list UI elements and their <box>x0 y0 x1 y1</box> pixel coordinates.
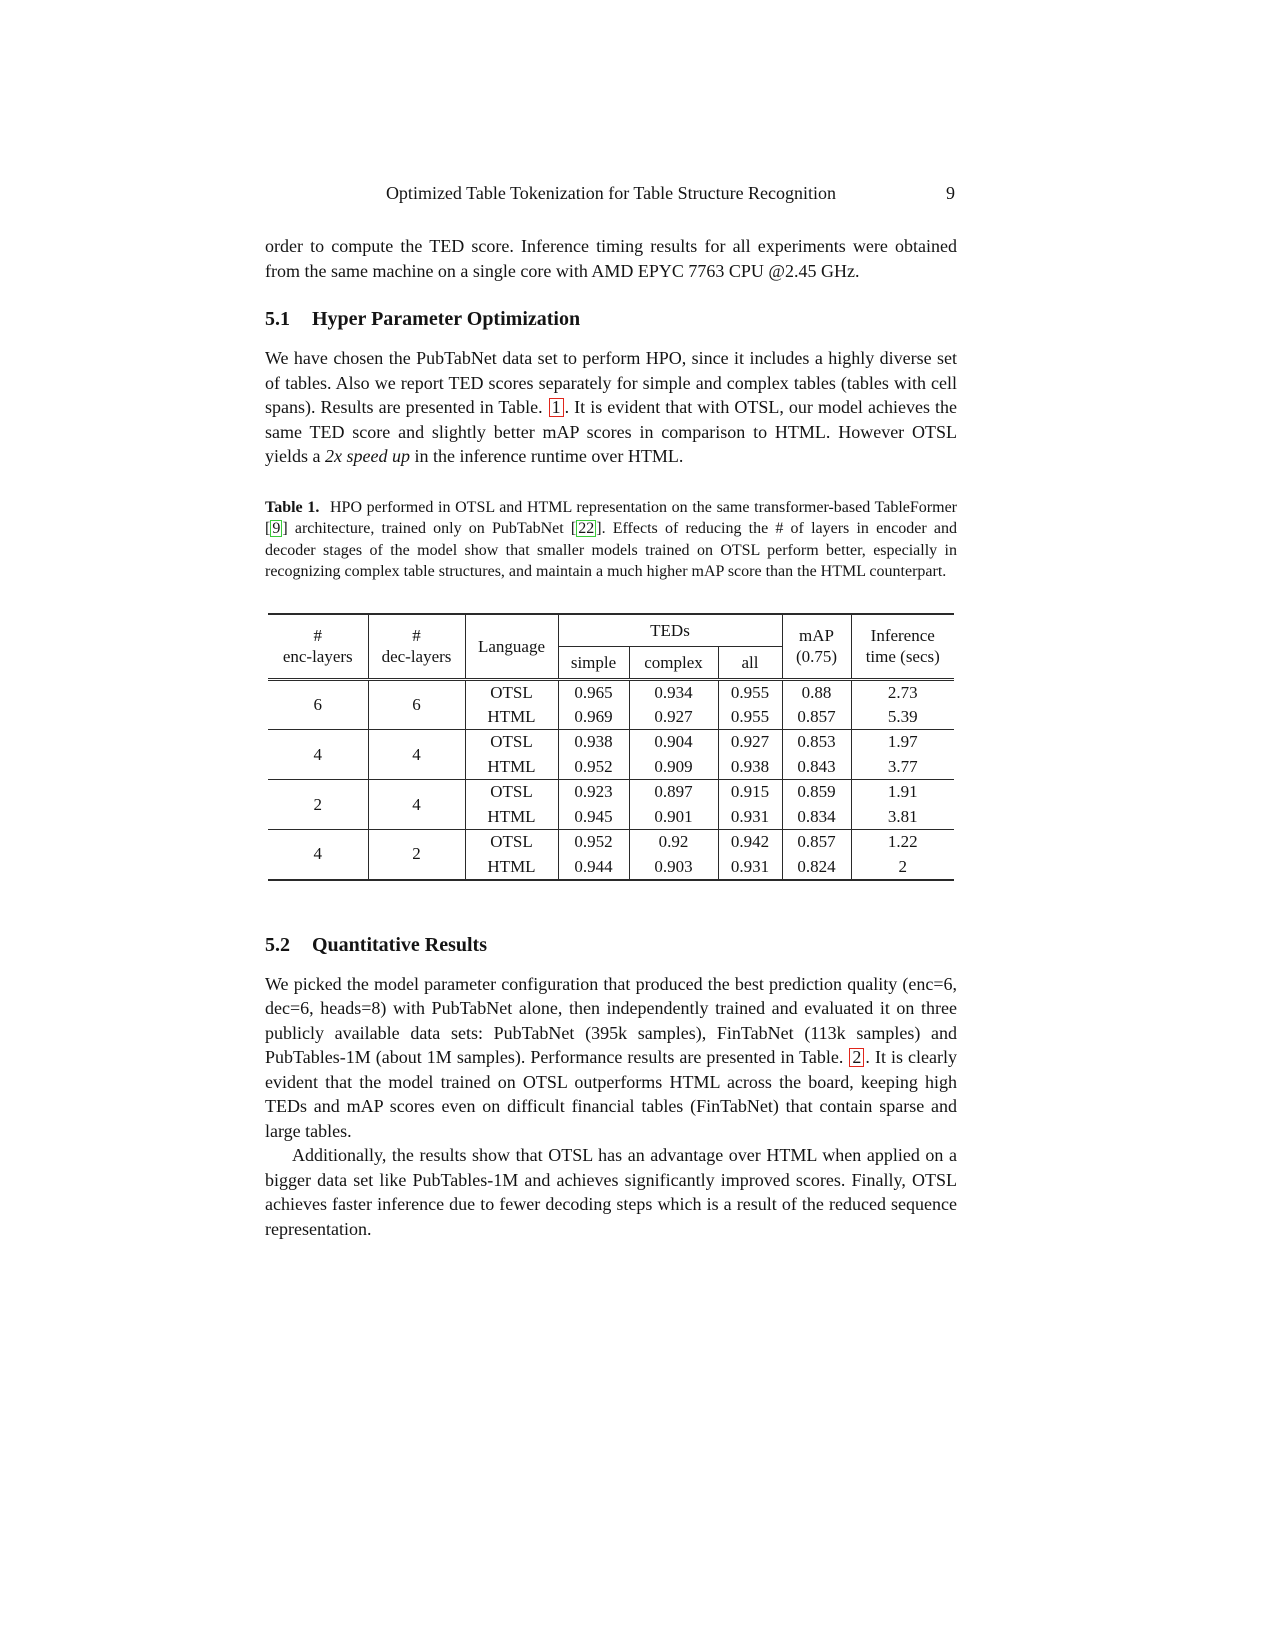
section-heading-5-2 <box>265 934 957 957</box>
caption-text: HPO performed in OTSL and HTML representation on the same transformer-based TableFormer <box>325 498 957 516</box>
language-value: HTML <box>465 805 558 830</box>
table-row <box>268 830 954 855</box>
inference-time-value: 5.39 <box>851 705 954 730</box>
teds-simple-value: 0.938 <box>558 730 629 755</box>
header-text: # <box>412 626 421 645</box>
teds-complex-value: 0.903 <box>629 855 718 880</box>
map-value: 0.824 <box>782 855 851 880</box>
section-5-2-paragraph-1 <box>265 972 957 1144</box>
language-value: OTSL <box>465 679 558 705</box>
teds-all-value: 0.927 <box>718 730 782 755</box>
paragraph-text: We have chosen the PubTabNet data set to perform HPO, since it includes a highly diverse set of tables. Also we report TED scores separately for simple and complex tables (tables with cell spans). Results are presented in Table. <box>265 348 957 417</box>
teds-all-value: 0.955 <box>718 679 782 705</box>
citation-9-link[interactable]: 9 <box>272 520 281 537</box>
column-header-simple: simple <box>558 646 629 679</box>
teds-all-value: 0.942 <box>718 830 782 855</box>
map-value: 0.859 <box>782 780 851 805</box>
table-row <box>268 679 954 705</box>
header-text: mAP <box>799 626 834 645</box>
header-text: (0.75) <box>795 647 838 666</box>
running-title: Optimized Table Tokenization for Table Structure Recognition <box>385 183 837 203</box>
header-text: dec-layers <box>381 647 452 666</box>
map-value: 0.853 <box>782 730 851 755</box>
map-value: 0.834 <box>782 805 851 830</box>
dec-layers-value: 2 <box>368 830 465 880</box>
inference-time-value: 3.77 <box>851 755 954 780</box>
teds-all-value: 0.938 <box>718 755 782 780</box>
section-heading-5-1 <box>265 308 957 331</box>
caption-text: ] <box>282 520 288 537</box>
inference-time-value: 1.97 <box>887 732 918 752</box>
map-value: 0.843 <box>782 755 851 780</box>
teds-simple-value: 0.969 <box>558 705 629 730</box>
dec-layers-value: 6 <box>368 679 465 730</box>
paragraph-text: We picked the model parameter configuration that produced the best prediction quality (enc=6, dec=6, heads=8) with PubTabNet alone, then independently trained and evaluated it on three publicly available data sets: PubTabNet (395k samples), FinTabNet (113k samples) and PubTables-1M (about 1M samples). Performance results are presented in Table. <box>265 973 957 1067</box>
inference-time-value: 2 <box>898 856 907 876</box>
column-header-language: Language <box>465 614 558 680</box>
map-value: 0.857 <box>782 705 851 730</box>
teds-complex-value: 0.904 <box>629 730 718 755</box>
enc-layers-value: 4 <box>268 830 368 880</box>
section-title: Hyper Parameter Optimization <box>312 308 581 330</box>
language-value: HTML <box>465 855 558 880</box>
column-header-teds: TEDs <box>558 614 782 647</box>
table-header-row <box>268 614 954 647</box>
teds-all-value: 0.931 <box>718 855 782 880</box>
caption-text: ] <box>596 520 602 537</box>
header-text: time (secs) <box>865 647 940 666</box>
map-value: 0.88 <box>782 679 851 705</box>
results-table-container <box>265 613 957 881</box>
language-value: OTSL <box>465 830 558 855</box>
column-header-map <box>782 614 851 680</box>
teds-complex-value: 0.897 <box>629 780 718 805</box>
teds-complex-value: 0.934 <box>629 679 718 705</box>
paragraph-text: . It is evident that with OTSL, our model achieves the same TED score and slightly better mAP scores in comparison to HTML. However OTSL yields a <box>265 397 957 466</box>
citation-22-link[interactable]: 22 <box>578 520 595 537</box>
paragraph-text: . It is clearly evident that the model trained on OTSL outperforms HTML across the board, keeping high TEDs and mAP scores even on difficult financial tables (FinTabNet) that contain sparse and large tables. <box>265 1047 957 1141</box>
caption-text: [ <box>570 520 577 537</box>
header-text: # <box>313 626 322 645</box>
table-row <box>268 780 954 805</box>
teds-simple-value: 0.944 <box>558 855 629 880</box>
table-row <box>268 730 954 755</box>
header-text: enc-layers <box>282 647 353 666</box>
dec-layers-value: 4 <box>368 780 465 830</box>
enc-layers-value: 4 <box>268 730 368 780</box>
page-number: 9 <box>946 183 955 203</box>
column-header-complex: complex <box>629 646 718 679</box>
language-value: OTSL <box>465 780 558 805</box>
section-5-1-paragraph <box>265 346 957 469</box>
language-value: OTSL <box>465 730 558 755</box>
caption-text: . Effects of reducing the # of layers in encoder and decoder stages of the model show that smaller models trained on OTSL perform better, especially in recognizing complex table structures, and maintain a much higher mAP score than the HTML counterpart. <box>265 520 958 580</box>
table-1-reference-link[interactable]: 1 <box>549 398 564 417</box>
teds-simple-value: 0.965 <box>558 679 629 705</box>
table-2-reference-link[interactable]: 2 <box>849 1048 864 1067</box>
teds-all-value: 0.955 <box>718 705 782 730</box>
enc-layers-value: 2 <box>268 780 368 830</box>
teds-all-value: 0.915 <box>718 780 782 805</box>
emphasized-text: 2x speed up <box>325 446 410 466</box>
inference-time-value: 1.91 <box>887 782 918 802</box>
language-value: HTML <box>465 705 558 730</box>
caption-label: Table 1. <box>265 498 320 516</box>
teds-complex-value: 0.909 <box>629 755 718 780</box>
enc-layers-value: 6 <box>268 679 368 730</box>
inference-time-value: 3.81 <box>851 805 954 830</box>
teds-simple-value: 0.923 <box>558 780 629 805</box>
teds-all-value: 0.931 <box>718 805 782 830</box>
map-value: 0.857 <box>782 830 851 855</box>
table-1-caption <box>265 497 957 583</box>
teds-complex-value: 0.92 <box>629 830 718 855</box>
column-header-all: all <box>718 646 782 679</box>
language-value: HTML <box>465 755 558 780</box>
column-header-enc-layers <box>268 614 368 680</box>
teds-complex-value: 0.901 <box>629 805 718 830</box>
caption-text: [ <box>265 520 271 537</box>
teds-simple-value: 0.952 <box>558 830 629 855</box>
section-5-2-paragraph-2: Additionally, the results show that OTSL has an advantage over HTML when applied on a bigger data set like PubTables-1M and achieves significantly improved scores. Finally, OTSL achieves faster inference due to fewer decoding steps which is a result of the reduced sequence representation. <box>265 1145 957 1239</box>
teds-simple-value: 0.945 <box>558 805 629 830</box>
column-header-inference-time <box>851 614 954 680</box>
section-title: Quantitative Results <box>312 933 487 956</box>
paragraph-text: in the inference runtime over HTML. <box>409 446 684 466</box>
section-number: 5.1 <box>265 308 290 330</box>
caption-text: architecture, trained only on PubTabNet <box>287 520 571 537</box>
text-column <box>265 183 957 1241</box>
hpo-results-table <box>268 613 954 881</box>
teds-simple-value: 0.952 <box>558 755 629 780</box>
intro-paragraph: order to compute the TED score. Inference timing results for all experiments were obtained from the same machine on a single core with AMD EPYC 7763 CPU @2.45 GHz. <box>265 236 957 281</box>
running-header <box>265 183 957 205</box>
column-header-dec-layers <box>368 614 465 680</box>
inference-time-value: 1.22 <box>887 832 918 852</box>
header-text: Inference <box>870 626 935 645</box>
dec-layers-value: 4 <box>368 730 465 780</box>
teds-complex-value: 0.927 <box>629 705 718 730</box>
section-number: 5.2 <box>265 933 290 956</box>
inference-time-value: 2.73 <box>887 682 918 702</box>
